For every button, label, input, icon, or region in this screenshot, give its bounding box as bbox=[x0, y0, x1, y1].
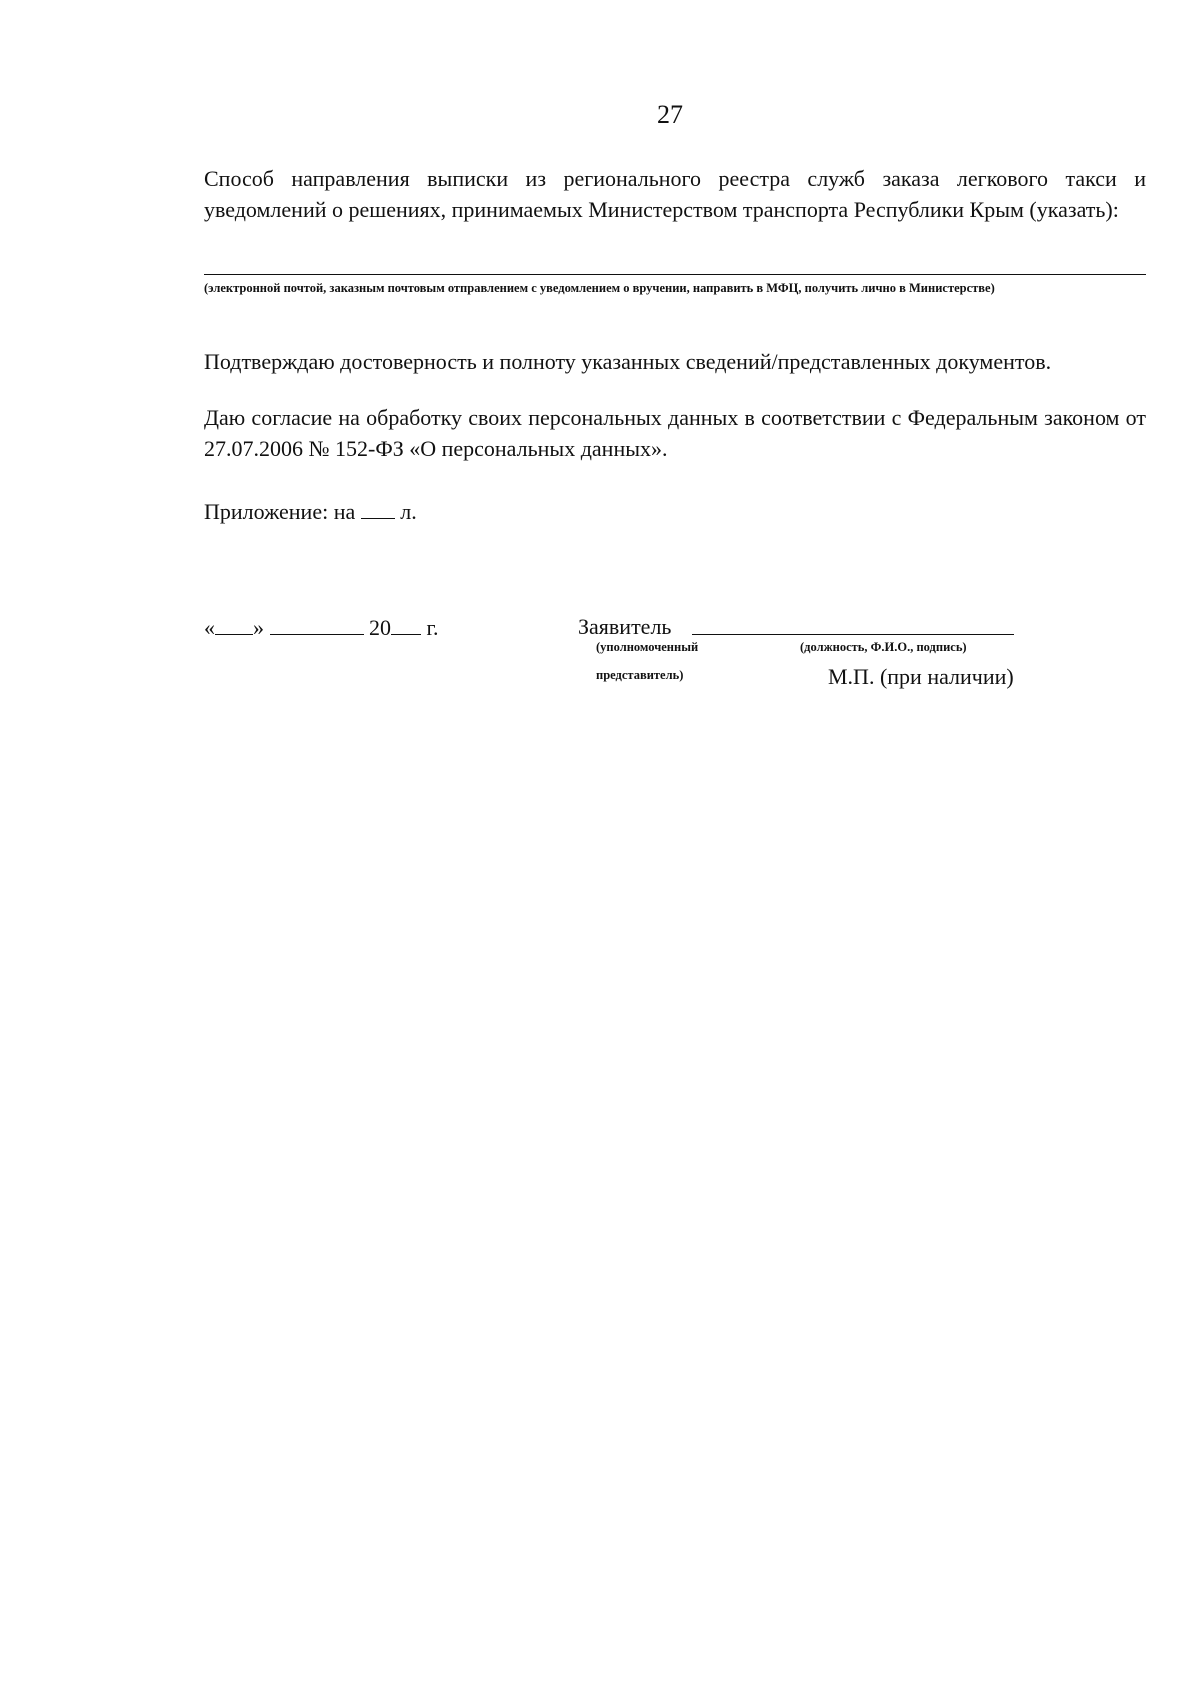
page-number: 27 bbox=[657, 100, 683, 129]
confirmation-paragraph: Подтверждаю достоверность и полноту указанных сведений/представленных документов. bbox=[204, 349, 1052, 374]
date-year-suffix: г. bbox=[426, 615, 439, 640]
applicant-rep-label-1: (уполномоченный bbox=[596, 640, 699, 654]
delivery-method-hint: (электронной почтой, заказным почтовым отправлением с уведомлением о вручении, направить в МФЦ, получить лично в Министерстве) bbox=[204, 281, 995, 295]
consent-paragraph: Даю согласие на обработку своих персональных данных в соответствии с Федеральным законом от 27.07.2006 № 152-ФЗ «О персональных данных». bbox=[204, 405, 1146, 461]
attachment-pages-blank[interactable] bbox=[361, 498, 395, 519]
applicant-position-hint: (должность, Ф.И.О., подпись) bbox=[800, 640, 967, 654]
date-day-blank[interactable] bbox=[215, 614, 253, 635]
applicant-rep-label-2: представитель) bbox=[596, 668, 684, 682]
date-line bbox=[204, 614, 439, 641]
date-year-blank[interactable] bbox=[391, 614, 421, 635]
stamp-label: М.П. (при наличии) bbox=[828, 664, 1014, 689]
date-month-blank[interactable] bbox=[270, 614, 364, 635]
date-close-quote: » bbox=[253, 615, 264, 640]
delivery-method-fill-line[interactable] bbox=[204, 274, 1146, 275]
attachment-prefix: Приложение: на bbox=[204, 499, 356, 524]
attachment-suffix: л. bbox=[400, 499, 417, 524]
applicant-label: Заявитель bbox=[578, 614, 672, 639]
attachment-line bbox=[204, 496, 1146, 527]
date-year-prefix: 20 bbox=[369, 615, 391, 640]
applicant-signature-line[interactable] bbox=[692, 634, 1014, 635]
delivery-method-paragraph: Способ направления выписки из регионального реестра служб заказа легкового такси и уведомлений о решениях, принимаемых Министерством транспорта Республики Крым (указать): bbox=[204, 166, 1146, 222]
date-open-quote: « bbox=[204, 615, 215, 640]
